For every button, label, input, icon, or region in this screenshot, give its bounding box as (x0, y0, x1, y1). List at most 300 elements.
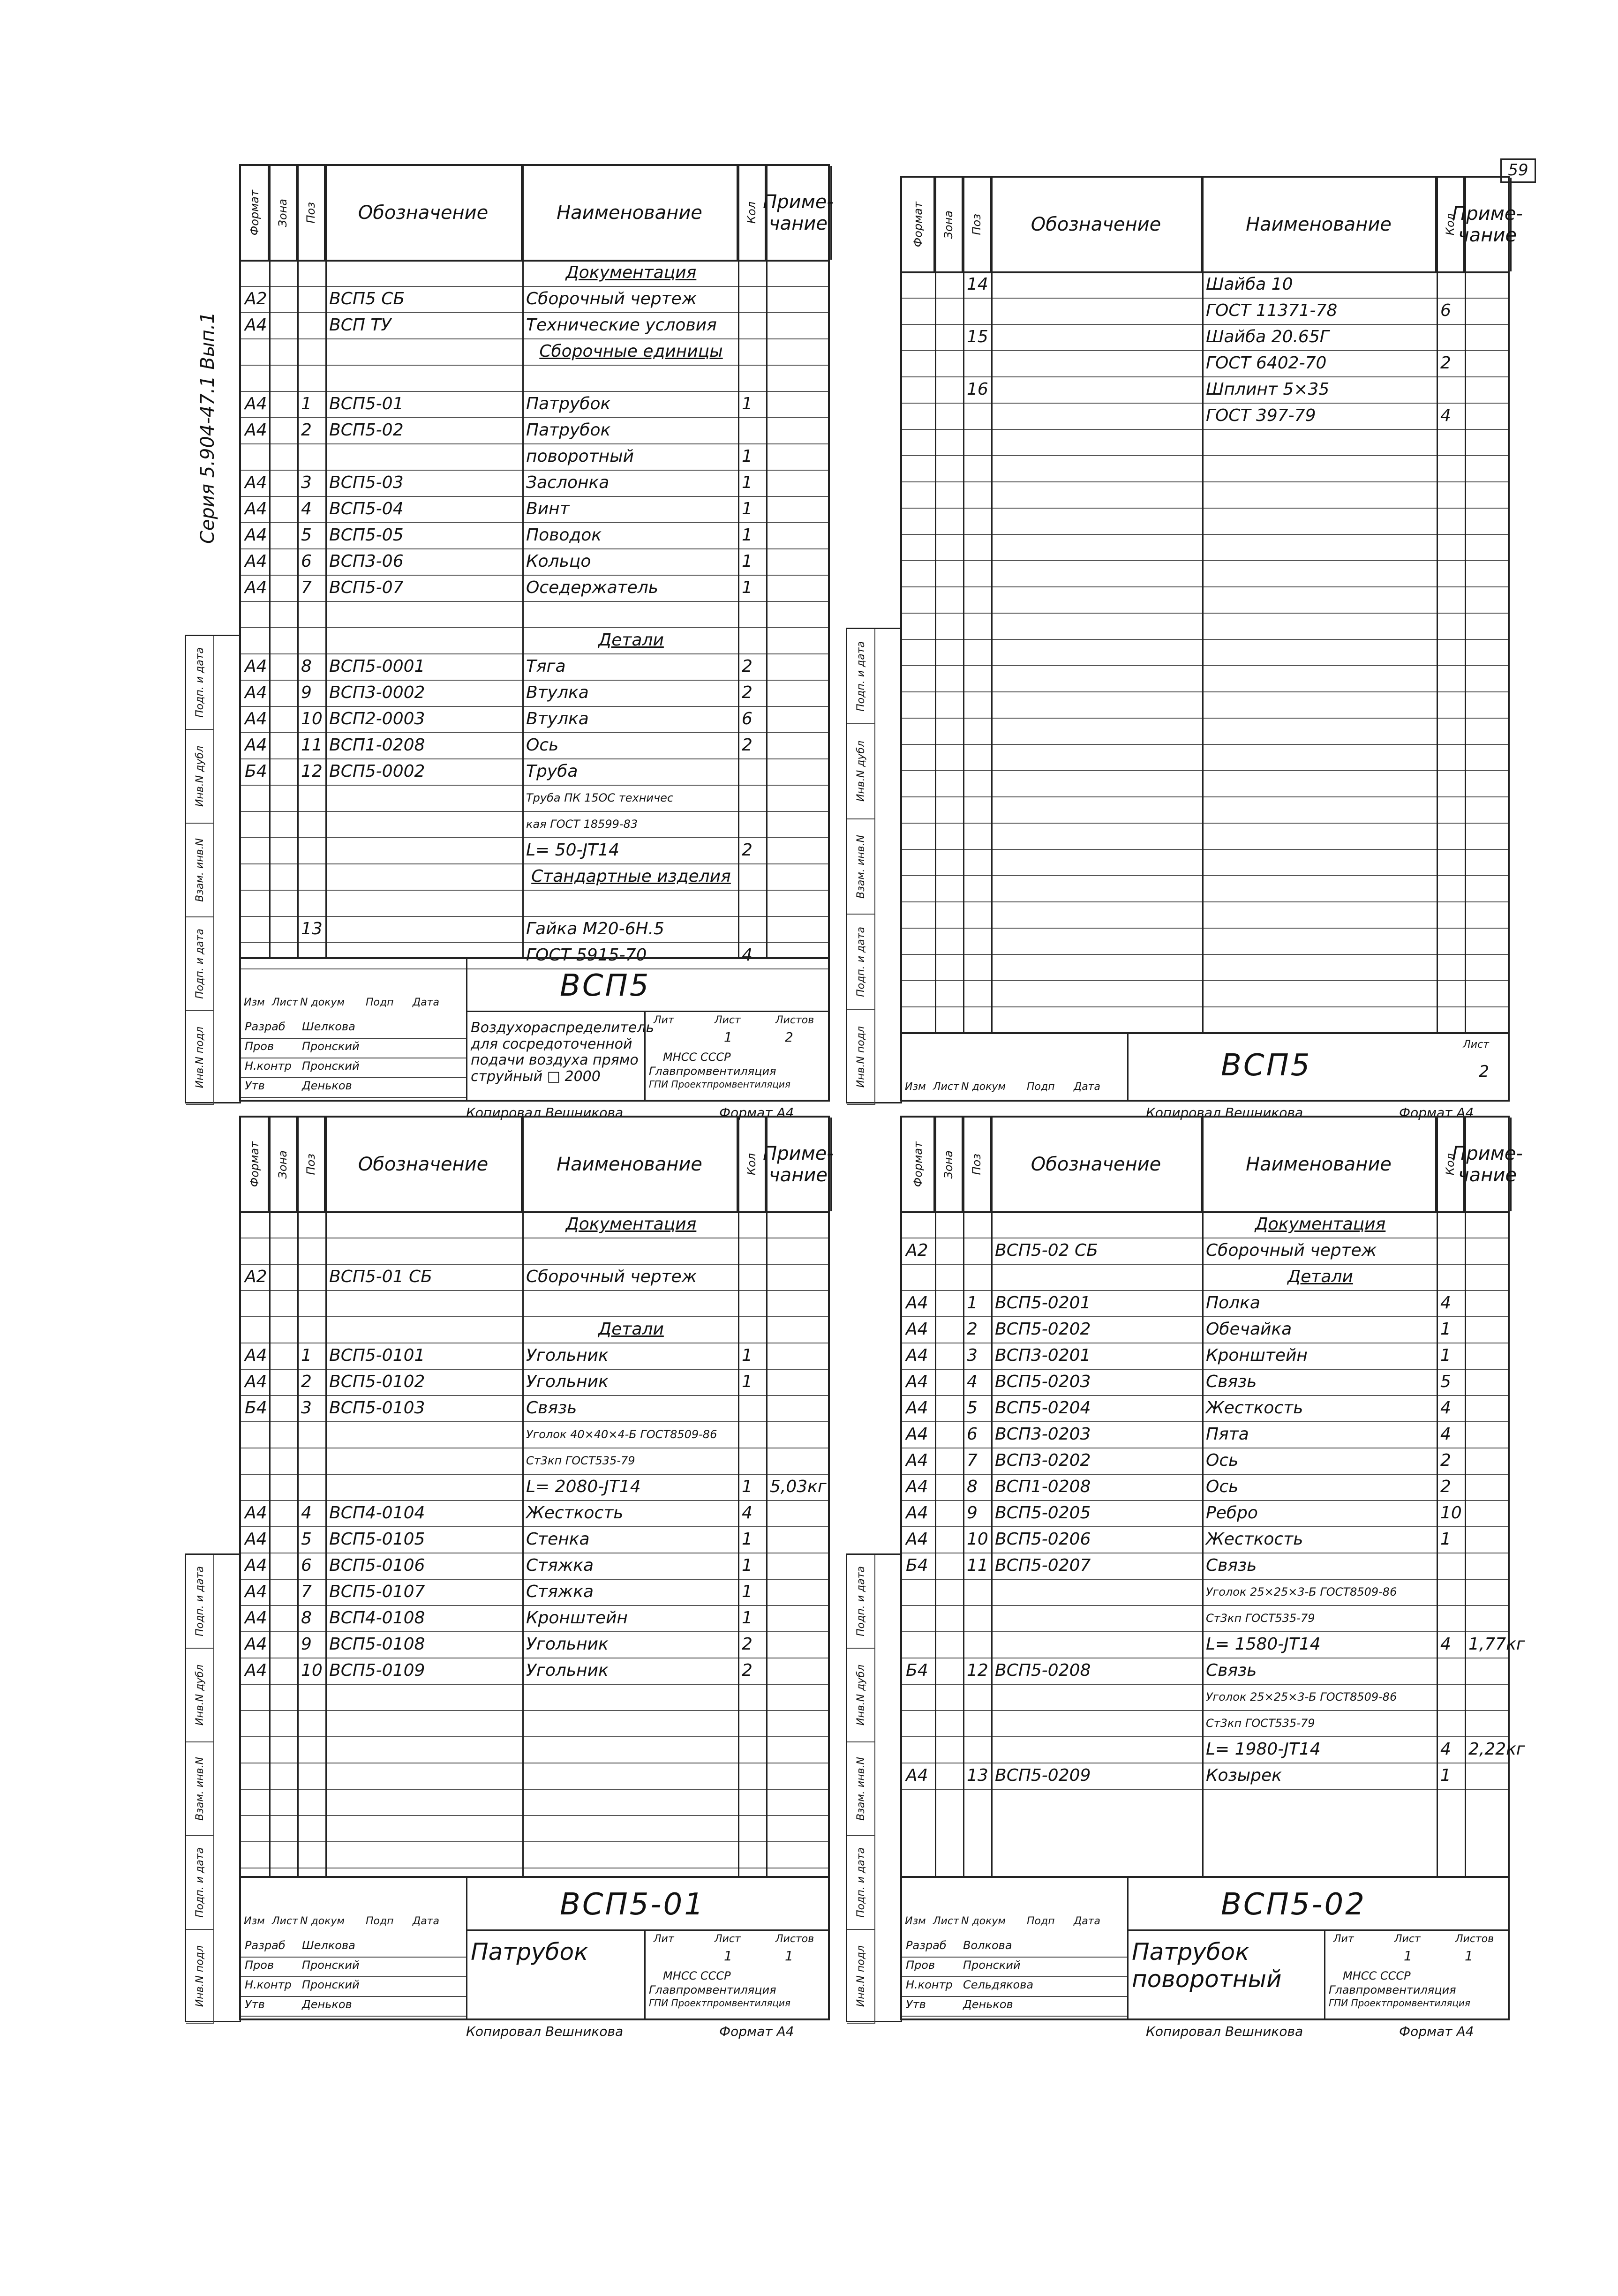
column-divider (1465, 1118, 1466, 1878)
column-divider (963, 178, 964, 1034)
tr-col-qty-label: Кол (1443, 213, 1457, 236)
br-cell-zone (939, 1684, 961, 1710)
tl-cell-qty (742, 811, 764, 837)
br-cell-note (1468, 1605, 1510, 1631)
bl-cell-name: L= 2080-JT14 (526, 1477, 641, 1496)
bl-col-pos-label: Поз (304, 1154, 317, 1175)
sidebar-field (186, 824, 214, 917)
tr-empty-row (902, 744, 1508, 771)
bl-col-zone (269, 1118, 297, 1211)
tl-row (241, 417, 828, 444)
tr-cell-fmt (906, 271, 933, 298)
tr-cell-note (1468, 271, 1510, 298)
bl-cell-des: ВСП4-0108 (329, 1608, 425, 1628)
tl-cell-des (329, 863, 520, 890)
br-cell-name: Связь (1206, 1372, 1257, 1391)
tl-row (241, 338, 828, 366)
bl-cell-note (770, 1500, 830, 1526)
bl-col-name (522, 1118, 738, 1211)
tr-cell-zone (939, 376, 961, 403)
bl-cell-note (770, 1316, 830, 1343)
bl-cell-name: Угольник (526, 1661, 609, 1680)
tl-row (241, 391, 828, 418)
tl-cell-pos (301, 837, 324, 863)
sidebar-field (847, 915, 875, 1010)
tl-cell-note (770, 312, 830, 338)
tl-cell-des: ВСП5-02 (329, 420, 404, 440)
bl-col-note (763, 1118, 834, 1211)
br-cell-name: Уголок 25×25×3-Б ГОСТ8509-86 (1206, 1585, 1397, 1598)
bl-cell-des: ВСП5-0109 (329, 1661, 425, 1680)
tl-cell-pos: 1 (301, 394, 312, 413)
tl-cell-note (770, 785, 830, 811)
tl-cell-note (770, 706, 830, 732)
br-cell-note (1468, 1553, 1510, 1579)
tl-cell-pos (301, 312, 324, 338)
tl-cell-note (770, 627, 830, 653)
br-row (902, 1684, 1508, 1711)
tl-row (241, 890, 828, 917)
bl-header (241, 1118, 834, 1213)
tl-row (241, 680, 828, 707)
bl-cell-qty (742, 1211, 764, 1238)
br-cell-fmt: А4 (906, 1346, 928, 1365)
br-cell-pos: 3 (967, 1346, 978, 1365)
bl-person-name: Шелкова (302, 1939, 355, 1952)
tl-cell-fmt: А4 (245, 709, 267, 728)
tl-cell-qty (742, 890, 764, 916)
bl-cell-qty: 2 (742, 1635, 753, 1654)
br-cell-fmt: А4 (906, 1503, 928, 1523)
br-col-des-label: Обозначение (1031, 1154, 1161, 1175)
tl-header (241, 166, 834, 262)
tr-cell-qty (1440, 324, 1463, 350)
stamp-label-izm: Изм (905, 1081, 926, 1093)
tl-cell-fmt: А4 (245, 657, 267, 676)
tr-row (902, 298, 1508, 325)
bl-cell-qty: 1 (742, 1372, 753, 1391)
tl-cell-fmt (245, 837, 267, 863)
tr-empty-row (902, 980, 1508, 1007)
bl-cell-note (770, 1343, 830, 1369)
br-cell-des (995, 1684, 1200, 1710)
bl-cell-zone (273, 1448, 295, 1474)
tl-cell-note (770, 890, 830, 916)
br-cell-qty: 2 (1440, 1451, 1451, 1470)
br-format: Формат А4 (1399, 2024, 1474, 2039)
bl-row (241, 1316, 828, 1343)
br-cell-qty: 10 (1440, 1503, 1462, 1523)
tl-row (241, 916, 828, 943)
br-person-role: Утв (906, 1998, 926, 2011)
tr-row (902, 403, 1508, 430)
br-col-note-label: Приме-чание (1452, 1143, 1523, 1186)
bl-cell-name: Стяжка (526, 1582, 594, 1601)
tl-cell-qty: 2 (742, 657, 753, 676)
tr-cell-zone (939, 298, 961, 324)
stamp-label-izm: Изм (905, 1915, 926, 1927)
tl-col-zone (269, 166, 297, 260)
br-cell-zone (939, 1579, 961, 1605)
br-row (902, 1211, 1508, 1238)
tl-col-des (325, 166, 522, 260)
bl-cell-note (770, 1526, 830, 1553)
tl-cell-qty (742, 365, 764, 391)
bl-row (241, 1658, 828, 1685)
br-org-main: Главпромвентиляция (1329, 1983, 1456, 1996)
bl-product-name: Патрубок (471, 1938, 588, 1966)
tl-cell-note (770, 680, 830, 706)
sidebar-field (186, 917, 214, 1011)
br-cell-des: ВСП5-0206 (995, 1530, 1091, 1549)
stamp-label-list: Лист (272, 997, 298, 1008)
tl-cell-name: Патрубок (526, 394, 611, 413)
tl-cell-qty (742, 260, 764, 286)
br-row (902, 1474, 1508, 1501)
tl-cell-qty (742, 758, 764, 785)
tl-cell-name: Патрубок (526, 420, 611, 440)
tr-col-pos (963, 178, 991, 271)
tl-cell-pos: 9 (301, 683, 312, 702)
bl-row (241, 1343, 828, 1370)
bl-cell-des (329, 1238, 520, 1264)
br-org-ministry: МНСС СССР (1343, 1969, 1411, 1982)
br-cell-pos: 4 (967, 1372, 978, 1391)
title-block-divider (1127, 1878, 1129, 2018)
tl-cell-note (770, 653, 830, 680)
br-cell-name: Пята (1206, 1425, 1249, 1444)
tl-cell-note (770, 470, 830, 496)
br-cell-qty (1440, 1238, 1463, 1264)
br-cell-des (995, 1605, 1200, 1631)
tl-cell-note (770, 837, 830, 863)
stamp-label-doc: N докум (300, 997, 345, 1008)
tl-row (241, 732, 828, 759)
tl-cell-qty: 6 (742, 709, 753, 728)
br-title-block (902, 1876, 1508, 2018)
stamp-label-izm: Изм (244, 1915, 265, 1927)
bl-cell-name (526, 1238, 736, 1264)
sidebar-field (186, 1649, 214, 1742)
sidebar-field (186, 636, 214, 730)
br-cell-fmt: А4 (906, 1451, 928, 1470)
bl-cell-pos (301, 1474, 324, 1500)
bl-cell-qty: 4 (742, 1503, 753, 1523)
stamp-label-sheets: Листов (1455, 1933, 1494, 1945)
tr-cell-name: Шайба 20.65Г (1206, 327, 1329, 346)
sidebar-field-label: Взам. инв.N (855, 834, 867, 899)
br-org-institute: ГПИ Проектпромвентиляция (1329, 1997, 1470, 2009)
column-divider (766, 1118, 768, 1878)
page-number: 59 (1500, 158, 1536, 183)
br-person-name: Сельдякова (963, 1978, 1034, 1991)
bl-cell-pos: 3 (301, 1398, 312, 1418)
tl-row (241, 260, 828, 287)
bl-cell-fmt: А4 (245, 1608, 267, 1628)
bl-cell-note (770, 1238, 830, 1264)
tl-col-pos (297, 166, 325, 260)
tr-cell-fmt (906, 350, 933, 376)
tl-cell-name: Винт (526, 499, 570, 518)
br-cell-des (995, 1631, 1200, 1658)
tl-cell-des: ВСП5-0002 (329, 762, 425, 781)
tl-cell-des: ВСП5-07 (329, 578, 404, 597)
tl-cell-fmt (245, 785, 267, 811)
br-cell-note (1468, 1316, 1510, 1343)
bl-cell-qty (742, 1421, 764, 1448)
br-cell-des: ВСП1-0208 (995, 1477, 1091, 1496)
tl-cell-name: Заслонка (526, 473, 610, 492)
br-row (902, 1736, 1525, 1763)
sidebar-field (847, 1836, 875, 1930)
tr-sheet-number: 2 (1479, 1062, 1489, 1081)
br-cell-des: ВСП5-0201 (995, 1293, 1091, 1313)
br-cell-name: Ось (1206, 1451, 1239, 1470)
tr-col-des-label: Обозначение (1031, 214, 1161, 235)
tl-cell-des: ВСП5-03 (329, 473, 404, 492)
title-block-row-line (241, 1957, 466, 1958)
tl-cell-pos: 3 (301, 473, 312, 492)
bl-cell-name: Угольник (526, 1346, 609, 1365)
br-cell-des (995, 1579, 1200, 1605)
tr-copied-by: Копировал Вешникова (1146, 1105, 1303, 1120)
tl-cell-note (770, 575, 830, 601)
tr-empty-row (902, 508, 1508, 535)
tl-cell-name: Оседержатель (526, 578, 659, 597)
br-cell-pos: 12 (967, 1661, 988, 1680)
sidebar-field (847, 1010, 875, 1105)
sidebar-field-label: Инв.N дубл (194, 745, 206, 807)
title-block-row-line (1127, 1929, 1508, 1931)
bl-cell-qty (742, 1448, 764, 1474)
sidebar-field-label: Взам. инв.N (855, 1757, 867, 1821)
bl-col-zone-label: Зона (276, 1150, 289, 1179)
title-block-row-line (902, 2016, 1127, 2017)
br-row (902, 1658, 1508, 1685)
column-divider (963, 1118, 964, 1878)
br-cell-note (1468, 1579, 1510, 1605)
br-cell-fmt (906, 1684, 933, 1710)
br-cell-note (1468, 1238, 1510, 1264)
bl-cell-note (770, 1264, 830, 1290)
bl-cell-fmt (245, 1316, 267, 1343)
bl-cell-qty (742, 1238, 764, 1264)
bl-cell-fmt: А2 (245, 1267, 267, 1286)
tr-cell-pos: 14 (967, 275, 988, 294)
tr-cell-note (1468, 403, 1510, 429)
sidebar-field-label: Подп. и дата (194, 1566, 206, 1636)
title-block-row-line (241, 1976, 466, 1977)
tl-cell-des (329, 260, 520, 286)
tl-cell-des (329, 443, 520, 470)
br-cell-name: Обечайка (1206, 1320, 1292, 1339)
sidebar-field (847, 1649, 875, 1742)
bl-cell-fmt (245, 1421, 267, 1448)
br-cell-qty (1440, 1605, 1463, 1631)
br-cell-fmt (906, 1631, 933, 1658)
br-cell-zone (939, 1343, 961, 1369)
bl-empty-row (241, 1763, 828, 1790)
br-cell-pos: 10 (967, 1530, 988, 1549)
bl-cell-pos: 2 (301, 1372, 312, 1391)
sidebar-field-label: Инв.N подл (855, 1945, 867, 2007)
br-col-name (1202, 1118, 1437, 1211)
br-cell-des: ВСП5-0204 (995, 1398, 1091, 1418)
tl-cell-fmt: А4 (245, 735, 267, 755)
tl-cell-qty: 1 (742, 525, 753, 545)
tl-cell-des (329, 627, 520, 653)
tl-cell-qty (742, 601, 764, 627)
br-cell-fmt: А4 (906, 1477, 928, 1496)
sidebar-field (847, 1555, 875, 1649)
tl-cell-note (770, 365, 830, 391)
tl-cell-des (329, 338, 520, 365)
tl-cell-note (770, 548, 830, 575)
tr-col-note-label: Приме-чание (1452, 203, 1523, 246)
tr-empty-row (902, 586, 1508, 614)
br-cell-pos (967, 1736, 989, 1763)
br-cell-qty (1440, 1211, 1463, 1238)
tr-empty-row (902, 665, 1508, 692)
stamp-label-sheet: Лист (1463, 1039, 1489, 1050)
br-row (902, 1369, 1508, 1396)
tl-cell-pos: 12 (301, 762, 323, 781)
br-cell-fmt: А4 (906, 1530, 928, 1549)
br-cell-pos (967, 1211, 989, 1238)
br-cell-des: ВСП5-0202 (995, 1320, 1091, 1339)
bl-person-role: Пров (245, 1958, 274, 1972)
column-divider (325, 166, 327, 959)
bl-col-des-label: Обозначение (358, 1154, 489, 1175)
tl-cell-pos (301, 443, 324, 470)
bl-cell-fmt (245, 1474, 267, 1500)
bl-org-main: Главпромвентиляция (649, 1983, 776, 1996)
bl-cell-zone (273, 1211, 295, 1238)
tr-empty-row (902, 455, 1508, 482)
br-cell-name: Кронштейн (1206, 1346, 1308, 1365)
stamp-label-date: Дата (1074, 1915, 1100, 1927)
br-cell-name: Полка (1206, 1293, 1260, 1313)
br-cell-pos (967, 1710, 989, 1736)
tr-cell-zone (939, 324, 961, 350)
br-cell-pos (967, 1605, 989, 1631)
bl-cell-des (329, 1316, 520, 1343)
br-cell-des: ВСП5-0205 (995, 1503, 1091, 1523)
tr-title-block (902, 1032, 1508, 1100)
tl-row (241, 548, 828, 576)
tl-col-zone-label: Зона (276, 198, 289, 227)
tl-cell-fmt (245, 890, 267, 916)
bl-cell-zone (273, 1421, 295, 1448)
bl-cell-name: Стяжка (526, 1556, 594, 1575)
tl-cell-pos: 4 (301, 499, 312, 518)
tl-cell-name: поворотный (526, 447, 634, 466)
tl-document-code: ВСП5 (560, 968, 651, 1003)
tl-cell-name (526, 365, 736, 391)
br-cell-fmt: А4 (906, 1425, 928, 1444)
br-cell-name: Жесткость (1206, 1398, 1303, 1418)
tr-empty-row (902, 849, 1508, 876)
tl-cell-pos (301, 627, 324, 653)
bl-cell-note: 5,03кг (770, 1477, 827, 1496)
tr-col-note (1452, 178, 1523, 271)
sidebar-field (186, 1742, 214, 1836)
sidebar-field-label: Подп. и дата (855, 641, 867, 712)
tr-cell-note (1468, 298, 1510, 324)
bl-cell-pos: 10 (301, 1661, 323, 1680)
stamp-label-sheet: Лист (715, 1933, 741, 1945)
tl-cell-des (329, 916, 520, 942)
tl-cell-pos: 13 (301, 919, 323, 938)
bl-cell-name: Угольник (526, 1372, 609, 1391)
tl-cell-fmt: А4 (245, 552, 267, 571)
bl-cell-des: ВСП5-0103 (329, 1398, 425, 1418)
tr-cell-des (995, 376, 1200, 403)
tr-cell-qty (1440, 271, 1463, 298)
br-cell-des (995, 1264, 1200, 1290)
stamp-label-list: Лист (272, 1915, 298, 1927)
bl-cell-fmt: А4 (245, 1556, 267, 1575)
br-cell-fmt: А4 (906, 1372, 928, 1391)
tl-cell-fmt: Б4 (245, 762, 267, 781)
tl-cell-name: Ось (526, 735, 559, 755)
tl-cell-name: Стандартные изделия (531, 867, 731, 886)
column-divider (991, 1118, 993, 1878)
tr-cell-des (995, 403, 1200, 429)
tl-cell-name: Тяга (526, 657, 566, 676)
br-cell-qty: 4 (1440, 1740, 1451, 1759)
sidebar-field-label: Подп. и дата (194, 1847, 206, 1918)
tl-cell-pos (301, 365, 324, 391)
bl-person-role: Разраб (245, 1939, 286, 1952)
tr-empty-row (902, 639, 1508, 666)
tr-cell-fmt (906, 298, 933, 324)
title-block-divider (466, 959, 467, 1100)
bl-title-block (241, 1876, 828, 2018)
tr-cell-des (995, 324, 1200, 350)
tr-cell-zone (939, 350, 961, 376)
tr-cell-des (995, 350, 1200, 376)
br-cell-qty (1440, 1658, 1463, 1684)
bl-cell-zone (273, 1579, 295, 1605)
br-person-role: Н.контр (906, 1978, 953, 1991)
br-person-name: Деньков (963, 1998, 1013, 2011)
title-block-row-line (241, 1996, 466, 1997)
tl-cell-pos (301, 601, 324, 627)
tr-format: Формат А4 (1399, 1105, 1474, 1120)
br-cell-des: ВСП3-0201 (995, 1346, 1091, 1365)
bl-cell-fmt: А4 (245, 1635, 267, 1654)
br-cell-des: ВСП3-0202 (995, 1451, 1091, 1470)
br-cell-note: 1,77кг (1468, 1635, 1525, 1654)
bl-cell-pos (301, 1238, 324, 1264)
br-row (902, 1238, 1508, 1265)
stamp-label-lit: Лит (1333, 1933, 1354, 1945)
br-cell-name: Ребро (1206, 1503, 1258, 1523)
br-cell-fmt (906, 1264, 933, 1290)
br-cell-note (1468, 1395, 1510, 1421)
br-col-fmt (902, 1118, 935, 1211)
br-cell-des (995, 1736, 1200, 1763)
bl-document-code: ВСП5-01 (560, 1887, 705, 1922)
bl-cell-pos: 7 (301, 1582, 312, 1601)
br-cell-pos (967, 1684, 989, 1710)
bl-cell-des (329, 1448, 520, 1474)
bl-sheet-number: 1 (724, 1948, 732, 1964)
column-divider (738, 166, 739, 959)
stamp-label-izm: Изм (244, 997, 265, 1008)
stamp-label-list: Лист (933, 1915, 959, 1927)
